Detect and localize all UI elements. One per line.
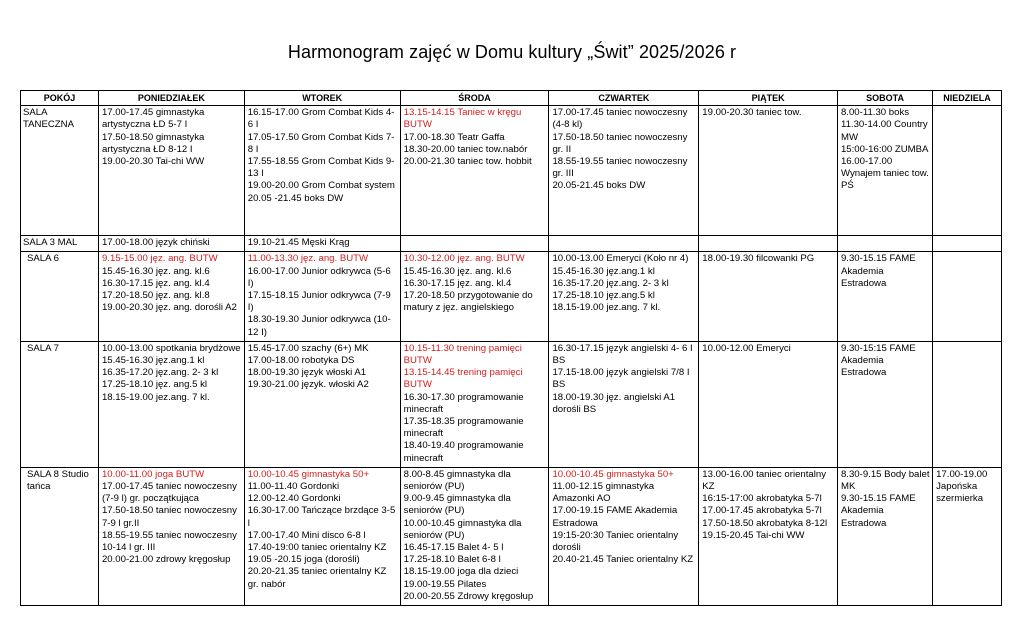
schedule-table (20, 90, 1002, 606)
schedule-entry: 16.30-17.15 język angielski 4- 6 I BS (552, 342, 693, 367)
schedule-entry: 16.35-17.20 jęz.ang. 2- 3 kl (101, 367, 219, 379)
schedule-entry: 19.05 -20.15 joga (dorośli) (247, 554, 360, 566)
schedule-entry: 16.30-17.30 programowanie minecraft (403, 391, 524, 415)
schedule-entry: 17.05-17.50 Grom Combat Kids 7-8 I (247, 131, 395, 155)
schedule-entry: 18.30-19.30 Junior odkrywca (10-12 I) (247, 314, 391, 338)
table-row (21, 236, 1002, 252)
schedule-cell-monday (98, 252, 244, 341)
schedule-entry: 16.00-17.00 (840, 156, 893, 168)
schedule-entry: 17.25-18.10 Balet 6-8 l (403, 554, 501, 566)
schedule-entry: 10.00-13.00 spotkania brydżowe (101, 342, 241, 354)
header-saturday: SOBOTA (837, 91, 932, 106)
schedule-cell-monday (98, 106, 244, 236)
schedule-entry: 18.55-19.55 taniec nowoczesny 10-14 l gr. III (101, 529, 237, 554)
schedule-entry: 17.25-18.10 jęz.ang.5 kl (552, 290, 655, 302)
schedule-entry: 16.35-17.20 jęz.ang. 2- 3 kl (552, 277, 669, 289)
schedule-entry: 17.00-17.45 taniec nowoczesny (4-8 kl) (552, 107, 688, 131)
header-tuesday: WTOREK (244, 91, 400, 106)
schedule-entry: 19:15-20:30 Taniec orientalny dorośli (552, 529, 679, 554)
header-monday: PONIEDZIAŁEK (98, 91, 244, 106)
schedule-entry: 17.15-18.15 Junior odkrywca (7-9 I) (247, 290, 391, 314)
schedule-entry: 17.00-18.00 język chiński (101, 237, 210, 249)
schedule-entry: 15.45-16.30 jęz.ang.1 kl (552, 265, 655, 277)
schedule-cell-friday (699, 106, 838, 236)
schedule-cell-saturday (837, 341, 932, 467)
schedule-entry: 8.00-11.30 boks (840, 107, 910, 119)
schedule-entry: 16.30-17.00 Tańczące brzdące 3-5 l (247, 505, 396, 529)
schedule-cell-tuesday (244, 467, 400, 605)
schedule-entry: Wynajem taniec tow. PŚ (840, 168, 929, 192)
schedule-entry: 10.00-12.00 Emeryci (702, 342, 791, 354)
schedule-entry: 15.45-16.30 jęz.ang.1 kl (101, 355, 205, 367)
schedule-entry: 19.10-21.45 Męski Krąg (247, 237, 350, 249)
room-cell: SALA 8 Studio tańca (21, 467, 99, 605)
schedule-entry: 11.00-13.30 jęz. ang. BUTW (247, 253, 369, 265)
schedule-entry: 10.15-11.30 trening pamięci BUTW (403, 342, 522, 367)
schedule-cell-sunday (933, 467, 1002, 605)
header-wednesday: ŚRODA (400, 91, 549, 106)
schedule-entry: 20.00-21.00 zdrowy kręgosłup (101, 554, 231, 566)
schedule-entry: 11.30-14.00 Country MW (840, 119, 928, 143)
schedule-entry: 15:00-16:00 ZUMBA (840, 143, 929, 155)
room-cell: SALA TANECZNA (21, 106, 99, 236)
schedule-entry: 15.45-16.30 jęz. ang. kl.6 (403, 265, 512, 277)
schedule-cell-friday (699, 341, 838, 467)
schedule-cell-sunday (933, 106, 1002, 236)
schedule-entry: 9.30-15.15 FAME Akademia Estradowa (840, 253, 916, 289)
schedule-entry: 20.00-20.55 Zdrowy kręgosłup (403, 590, 534, 602)
schedule-entry: 10.00-10.45 gimnastyka dla seniorów (PU) (403, 517, 522, 541)
schedule-entry: 16:15-17:00 akrobatyka 5-7l (702, 493, 822, 505)
schedule-cell-tuesday (244, 236, 400, 252)
schedule-entry: 18.40-19.40 programowanie minecraft (403, 440, 524, 464)
schedule-entry: 18.15-19.00 joga dla dzieci (403, 566, 519, 578)
schedule-entry: 16.30-17.15 jęz. ang. kl.4 (403, 277, 512, 289)
schedule-entry: 17.00-17.45 taniec nowoczesny (7-9 l) gr. początkująca (101, 481, 237, 505)
schedule-entry: 9.15-15.00 jęz. ang. BUTW (101, 253, 218, 265)
schedule-cell-friday (699, 236, 838, 252)
schedule-entry: 19.30-21.00 język. włoski A2 (247, 379, 369, 391)
schedule-entry: 8.30-9.15 Body balet MK (840, 468, 930, 493)
schedule-entry: 10.00-10.45 gimnastyka 50+ (247, 468, 370, 480)
schedule-entry: 16.30-17.15 jęz. ang. kl.4 (101, 277, 210, 289)
schedule-entry: 19.00-20.30 Tai-chi WW (101, 156, 205, 168)
schedule-cell-friday (699, 252, 838, 341)
schedule-entry: 9.00-9.45 gimnastyka dla seniorów (PU) (403, 493, 511, 517)
schedule-cell-wednesday (400, 106, 549, 236)
schedule-entry: 15.45-17.00 szachy (6+) MK (247, 342, 369, 354)
schedule-cell-wednesday (400, 467, 549, 605)
schedule-entry: 11.00-11.40 Gordonki (247, 481, 340, 493)
table-row (21, 341, 1002, 467)
schedule-cell-thursday (549, 467, 699, 605)
schedule-entry: 17.50-18.50 taniec nowoczesny 7-9 l gr.II (101, 505, 237, 529)
schedule-entry: 17.00-17.45 akrobatyka 5-7l (702, 505, 822, 517)
schedule-entry: 20.20-21.35 taniec orientalny KZ gr. nabór (247, 566, 387, 590)
schedule-entry: 17.35-18.35 programowanie minecraft (403, 416, 524, 440)
schedule-cell-saturday (837, 467, 932, 605)
schedule-entry: 20.05 -21.45 boks DW (247, 192, 344, 204)
schedule-cell-monday (98, 467, 244, 605)
page-title: Harmonogram zajęć w Domu kultury „Świt” 2025/2026 r (287, 42, 737, 62)
schedule-entry: 20.40-21.45 Taniec orientalny KZ (552, 554, 694, 566)
table-row (21, 467, 1002, 605)
schedule-cell-thursday (549, 236, 699, 252)
schedule-entry: 17.50-18.50 taniec nowoczesny gr. II (552, 131, 688, 155)
schedule-entry: 19.00-20.00 Grom Combat system (247, 180, 395, 192)
schedule-cell-friday (699, 467, 838, 605)
schedule-cell-tuesday (244, 252, 400, 341)
schedule-entry: 17.00-18.30 Teatr Gaffa (403, 131, 505, 143)
table-row (21, 252, 1002, 341)
schedule-entry: 13.00-16.00 taniec orientalny KZ (702, 468, 827, 493)
schedule-entry: 19.00-20.30 taniec tow. (702, 107, 802, 119)
schedule-entry: 13.15-14.15 Taniec w kręgu BUTW (403, 107, 522, 131)
schedule-cell-saturday (837, 236, 932, 252)
room-cell: SALA 6 (21, 252, 99, 341)
schedule-entry: 17.20-18.50 jęz. ang. kl.8 (101, 290, 210, 302)
schedule-entry: 10.00-13.00 Emeryci (Koło nr 4) (552, 253, 689, 265)
schedule-entry: 17.25-18.10 jęz. ang.5 kl (101, 379, 208, 391)
schedule-cell-thursday (549, 341, 699, 467)
schedule-entry: 17.20-18.50 przygotowanie do matury z jęz. angielskiego (403, 290, 533, 314)
schedule-entry: 17.00-17.45 gimnastyka artystyczna ŁD 5-7 I (101, 107, 205, 131)
table-row (21, 106, 1002, 236)
schedule-entry: 20.05-21.45 boks DW (552, 180, 646, 192)
schedule-cell-monday (98, 236, 244, 252)
schedule-cell-wednesday (400, 252, 549, 341)
schedule-entry: 20.00-21.30 taniec tow. hobbit (403, 156, 532, 168)
schedule-entry: 16.15-17.00 Grom Combat Kids 4-6 I (247, 107, 395, 131)
schedule-entry: 17.40-19:00 taniec orientalny KZ (247, 542, 387, 554)
schedule-entry: 17.00-17.40 Mini disco 6-8 l (247, 529, 366, 541)
schedule-cell-monday (98, 341, 244, 467)
schedule-entry: 11.00-12.15 gimnastyka Amazonki AO (552, 481, 655, 505)
schedule-entry: 9.30-15:15 FAME Akademia Estradowa (840, 342, 916, 379)
schedule-entry: 15.45-16.30 jęz. ang. kl.6 (101, 265, 210, 277)
schedule-entry: 10.00-11.00 joga BUTW (101, 468, 205, 480)
schedule-cell-saturday (837, 106, 932, 236)
schedule-cell-sunday (933, 236, 1002, 252)
schedule-entry: 18.15-19.00 jez.ang. 7 kl. (552, 302, 661, 314)
schedule-entry: 18.30-20.00 taniec tow.nabór (403, 143, 528, 155)
schedule-entry: 17.55-18.55 Grom Combat Kids 9-13 I (247, 156, 395, 180)
schedule-entry: 17.00-19.00 Japońska szermierka (936, 468, 988, 505)
schedule-entry: 12.00-12.40 Gordonki (247, 493, 341, 505)
schedule-entry: 10.00-10.45 gimnastyka 50+ (552, 468, 674, 480)
schedule-entry: 17.00-18.00 robotyka DS (247, 355, 355, 367)
schedule-cell-sunday (933, 341, 1002, 467)
header-sunday: NIEDZIELA (933, 91, 1002, 106)
schedule-entry: 16.00-17.00 Junior odkrywca (5-6 I) (247, 265, 391, 289)
schedule-entry: 19.00-20.30 jęz. ang. dorośli A2 (101, 302, 237, 314)
header-friday: PIĄTEK (699, 91, 838, 106)
schedule-cell-tuesday (244, 106, 400, 236)
schedule-cell-thursday (549, 106, 699, 236)
schedule-entry: 18.15-19.00 jez.ang. 7 kl. (101, 391, 210, 403)
schedule-entry: 18.00-19.30 filcowanki PG (702, 253, 815, 265)
schedule-entry: 10.30-12.00 jęz. ang. BUTW (403, 253, 525, 265)
schedule-entry: 18.00-19.30 jęz. angielski A1 dorośli BS (552, 391, 676, 415)
schedule-entry: 16.45-17.15 Balet 4- 5 l (403, 542, 504, 554)
schedule-entry: 17.15-18.00 język angielski 7/8 I BS (552, 367, 690, 391)
header-row (21, 91, 1002, 106)
schedule-entry: 13.15-14.45 trening pamięci BUTW (403, 367, 523, 391)
header-room: POKÓJ (21, 91, 99, 106)
schedule-cell-wednesday (400, 341, 549, 467)
schedule-cell-saturday (837, 252, 932, 341)
room-cell: SALA 7 (21, 341, 99, 467)
room-cell: SALA 3 MAL (21, 236, 99, 252)
schedule-entry: 19.00-19.55 Pilates (403, 578, 487, 590)
schedule-entry: 19.15-20.45 Tai-chi WW (702, 529, 805, 541)
schedule-entry: 17.50-18.50 gimnastyka artystyczna ŁD 8-12 I (101, 131, 205, 155)
schedule-cell-sunday (933, 252, 1002, 341)
schedule-cell-wednesday (400, 236, 549, 252)
schedule-entry: 9.30-15.15 FAME Akademia Estradowa (840, 493, 916, 529)
schedule-entry: 17.50-18.50 akrobatyka 8-12l (702, 517, 828, 529)
schedule-entry: 8.00-8.45 gimnastyka dla seniorów (PU) (403, 468, 511, 493)
schedule-entry: 18.55-19.55 taniec nowoczesny gr. III (552, 156, 688, 180)
schedule-cell-tuesday (244, 341, 400, 467)
schedule-entry: 17.00-19.15 FAME Akademia Estradowa (552, 505, 678, 529)
schedule-entry: 18.00-19.30 język włoski A1 (247, 367, 367, 379)
schedule-cell-thursday (549, 252, 699, 341)
header-thursday: CZWARTEK (549, 91, 699, 106)
